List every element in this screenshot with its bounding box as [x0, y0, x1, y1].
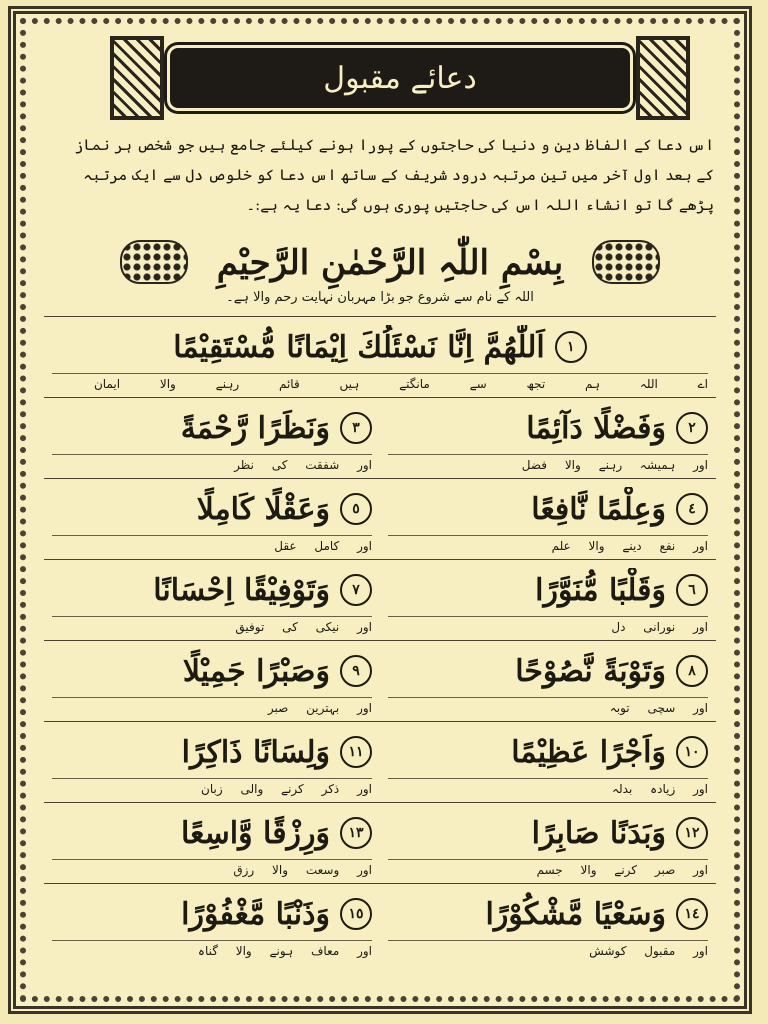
item-number-badge: ٩	[340, 655, 372, 687]
translation-text: اور نفع دینے والا علم	[388, 535, 708, 556]
item-number-badge: ٢	[676, 412, 708, 444]
page-title: دعائے مقبول	[170, 48, 630, 108]
translation-text: اور سچی توبہ	[388, 697, 708, 718]
arabic-text: وَقَلْبًا مُّنَوَّرًا	[535, 572, 666, 608]
translation-text: اے اللہ ہم تجھ سے مانگتے ہیں قائم رہنے والا ایمان	[52, 373, 708, 394]
arabic-text: وَفَضْلًا دَآئِمًا	[526, 410, 666, 446]
item-number-badge: ١٢	[676, 817, 708, 849]
translation-text: اور بہترین صبر	[52, 697, 372, 718]
arabic-text: اَللّٰھُمَّ اِنَّا نَسْئَلُكَ اِیْمَانًا مُّسْتَقِیْمًا	[173, 329, 545, 365]
translation-text: اور نورانی دل	[388, 616, 708, 637]
bismillah-translation: اللہ کے نام سے شروع جو بڑا مہربان نہایت رحم والا ہے۔	[226, 290, 534, 305]
dua-item-10	[380, 722, 716, 802]
floral-ornament-icon	[120, 240, 188, 284]
arabic-text: وَصَبْرًا جَمِیْلًا	[182, 653, 330, 689]
table-row	[44, 559, 716, 640]
dua-item-14	[380, 884, 716, 964]
arabic-text: وَنَظَرًا رَّحْمَةً	[180, 410, 330, 446]
arabic-text: وَرِزْقًا وَّاسِعًا	[181, 815, 330, 851]
floral-ornament-icon	[592, 240, 660, 284]
translation-text: اور زیادہ بدلہ	[388, 778, 708, 799]
item-number-badge: ١٥	[340, 898, 372, 930]
dua-item-2	[380, 398, 716, 478]
dua-item-12	[380, 803, 716, 883]
dua-item-3	[44, 398, 380, 478]
dua-table	[44, 316, 716, 964]
table-row	[44, 883, 716, 964]
table-row	[44, 478, 716, 559]
ornament-left-icon	[110, 36, 164, 120]
translation-text: اور صبر کرنے والا جسم	[388, 859, 708, 880]
translation-text: اور وسعت والا رزق	[52, 859, 372, 880]
dua-item-6	[380, 560, 716, 640]
translation-text: اور ہمیشہ رہنے والا فضل	[388, 454, 708, 475]
item-number-badge: ١١	[340, 736, 372, 768]
item-number-badge: ١	[555, 331, 587, 363]
arabic-text: وَعَقْلًا كَامِلًا	[196, 491, 330, 527]
item-number-badge: ٥	[340, 493, 372, 525]
item-number-badge: ٤	[676, 493, 708, 525]
arabic-text: وَذَنْبًا مَّغْفُوْرًا	[181, 896, 330, 932]
dua-item-11	[44, 722, 380, 802]
arabic-text: وَلِسَانًا ذَاكِرًا	[181, 734, 330, 770]
item-number-badge: ٦	[676, 574, 708, 606]
translation-text: اور شفقت کی نظر	[52, 454, 372, 475]
dua-item-5	[44, 479, 380, 559]
dua-item-13	[44, 803, 380, 883]
arabic-text: وَعِلْمًا نَّافِعًا	[531, 491, 666, 527]
arabic-text: وَاَجْرًا عَظِیْمًا	[511, 734, 666, 770]
dua-item-15	[44, 884, 380, 964]
item-number-badge: ١٣	[340, 817, 372, 849]
bismillah-row	[120, 236, 660, 288]
dua-item-1	[44, 317, 716, 397]
translation-text: اور ذکر کرنے والی زبان	[52, 778, 372, 799]
translation-text: اور مقبول کوشش	[388, 940, 708, 961]
arabic-text: وَتَوْفِیْقًا اِحْسَانًا	[153, 572, 330, 608]
translation-text: اور نیکی کی توفیق	[52, 616, 372, 637]
item-number-badge: ٣	[340, 412, 372, 444]
arabic-text: وَتَوْبَةً نَّصُوْحًا	[515, 653, 666, 689]
arabic-text: وَبَدَنًا صَابِرًا	[531, 815, 666, 851]
bismillah: بِسْمِ اللّٰہِ الرَّحْمٰنِ الرَّحِیْمِ	[216, 242, 564, 283]
table-row	[44, 397, 716, 478]
dua-item-8	[380, 641, 716, 721]
item-number-badge: ٨	[676, 655, 708, 687]
table-row	[44, 721, 716, 802]
intro-paragraph: اس دعا کے الفاظ دین و دنیا کی حاجتوں کے پورا ہونے کیلئے جامع ہیں جو شخص ہر نماز کے بعد اول آخر میں تین مرتبہ درود شریف کے ساتھ اس دعا کو خلوص دل سے ایک مرتبہ پڑھے گا تو انشاء اللہ اس کی حاجتیں پوری ہوں گی: دعا یہ ہے:۔	[74, 136, 714, 214]
item-number-badge: ١٠	[676, 736, 708, 768]
translation-text: اور کامل عقل	[52, 535, 372, 556]
dua-item-4	[380, 479, 716, 559]
dua-item-7	[44, 560, 380, 640]
table-row	[44, 640, 716, 721]
item-number-badge: ٧	[340, 574, 372, 606]
dua-item-9	[44, 641, 380, 721]
page-content	[40, 32, 720, 988]
arabic-text: وَسَعْیًا مَّشْكُوْرًا	[485, 896, 666, 932]
table-row	[44, 802, 716, 883]
page-border	[8, 6, 752, 1014]
table-row	[44, 316, 716, 397]
item-number-badge: ١٤	[676, 898, 708, 930]
translation-text: اور معاف ہونے والا گناہ	[52, 940, 372, 961]
title-banner	[150, 36, 650, 120]
ornament-right-icon	[636, 36, 690, 120]
